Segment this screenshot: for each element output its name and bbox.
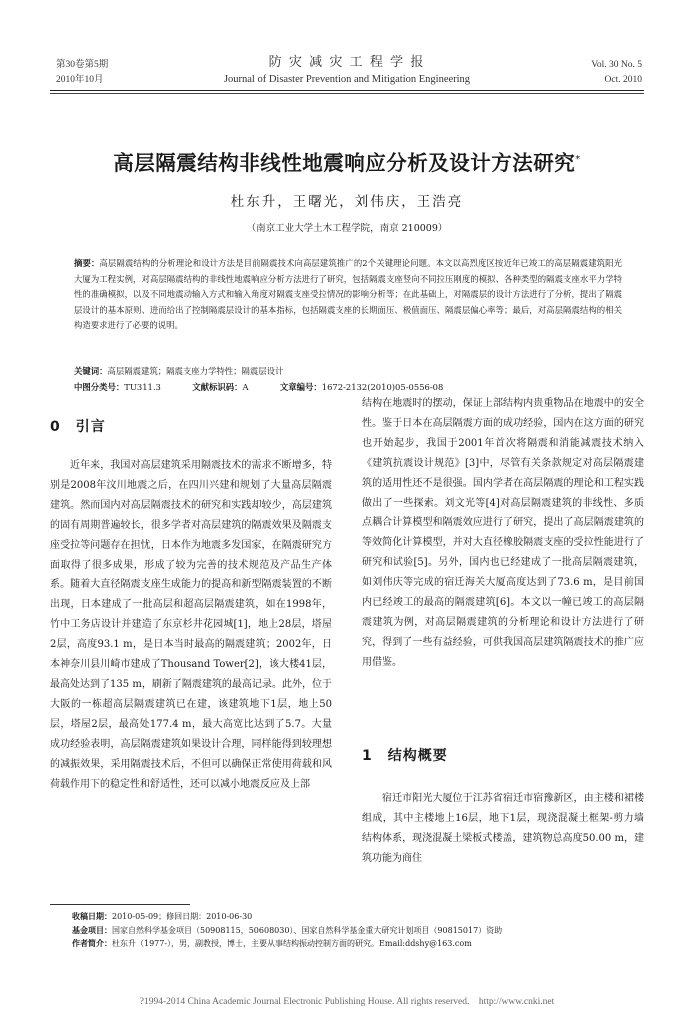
abstract-text: 高层隔震结构的分析理论和设计方法是目前隔震技术向高层建筑推广的2个关键理论问题。本文以高烈度区按近年已竣工的高层隔震建筑阳光大厦为工程实例，对高层隔震结构的非线性地震响应分析方法进行了研究，包括隔震支座竖向不同拉压刚度的模拟、各种类型的隔震支座水平力学特性的准确模拟，以及不同地震动输入方式和输入角度对隔震支座受拉情况的影响分析等；在此基础上，对隔震层的设计方法进行了分析，提出了隔震层设计的基本原则、进而给出了控制隔震层设计的基本指标，包括隔震支座的长期面压、极值面压、隔震层偏心率等；最后，对高层隔震结构的相关构造要求进行了必要的说明。	[74, 258, 623, 330]
journal-volume-cn: 第30卷第5期	[56, 60, 109, 70]
keywords-label: 关键词：	[74, 366, 108, 376]
footnote	[72, 910, 632, 951]
received-value: 2010-05-09；修回日期：2010-06-30	[112, 912, 253, 921]
fund-label: 基金项目：	[72, 924, 112, 935]
article-affiliation: （南京工业大学土木工程学院，南京 210009）	[246, 223, 448, 234]
left-column	[50, 456, 332, 794]
footnote-rule	[50, 904, 190, 905]
journal-volume-en: Vol. 30 No. 5	[591, 60, 642, 70]
article-no-value: 1672-2132(2010)05-0556-08	[321, 382, 444, 392]
doc-code-label: 文献标识码：	[192, 382, 243, 392]
intro-paragraph-1: 近年来，我国对高层建筑采用隔震技术的需求不断增多，特别是2008年汶川地震之后，在四川兴建和规划了大量高层隔震建筑。然而国内对高层隔震技术的研究和实践却较少，高层建筑的固有周期普遍较长，很多学者对高层建筑的隔震效果及隔震支座受拉等问题存在担忧，日本作为地震多发国家，在隔震研究方面取得了很多成果，形成了较为完善的技术规范及产品生产体系。随着大直径隔震支座生成能力的提高和新型隔震装置的不断出现，日本建成了一批高层和超高层隔震建筑，如在1998年，竹中工务店设计并建造了东京杉井花园城[1]，地上28层，塔屋2层，高度93.1 m，是日本当时最高的隔震建筑；2002年，日本神奈川县川崎市建成了Thousand Tower[2]，该大楼41层，最高处达到了135 m，刷新了隔震建筑的最高记录。此外，位于大阪的一栋超高层隔震建筑已在建，该建筑地下1层，地上50层，塔屋2层，最高处177.4 m，最大高宽比达到了5.7。大量成功经验表明，高层隔震建筑如果设计合理，同样能得到较理想的减振效果，采用隔震技术后，不但可以确保正常使用荷载和风荷载作用下的稳定性和舒适性，还可以减小地震反应及上部	[50, 460, 332, 790]
received-label: 收稿日期：	[72, 911, 112, 921]
article-no-label: 文章编号：	[279, 382, 322, 392]
author-bio-label: 作者简介：	[72, 938, 112, 948]
header-rule	[50, 90, 644, 91]
right-column	[362, 394, 644, 673]
header-rule-thin	[50, 93, 644, 94]
section-1-heading: 1 结构概要	[362, 748, 448, 764]
article-authors: 杜东升，王曙光，刘伟庆，王浩亮	[230, 194, 464, 210]
structure-paragraph: 宿迁市阳光大厦位于江苏省宿迁市宿豫新区，由主楼和裙楼组成，其中主楼地上16层，地下1层，现浇混凝土框架-剪力墙结构体系，现浇混凝土梁板式楼盖，建筑物总高度50.00 m，建筑功能为商住	[362, 793, 644, 864]
journal-name-cn: 防 灾 减 灾 工 程 学 报	[268, 54, 426, 69]
journal-name-en: Journal of Disaster Prevention and Mitigation Engineering	[223, 74, 471, 85]
abstract-label: 摘要：	[74, 258, 100, 268]
section-0-heading: 0 引言	[50, 419, 106, 435]
copyright-footer: ?1994-2014 China Academic Journal Electronic Publishing House. All rights reserved. http://www.cnki.net	[139, 997, 555, 1007]
journal-date-cn: 2010年10月	[56, 75, 104, 85]
abstract	[74, 256, 622, 334]
article-title: 高层隔震结构非线性地震响应分析及设计方法研究*	[113, 151, 581, 175]
footnote-received	[72, 910, 632, 924]
journal-date-en: Oct. 2010	[604, 75, 642, 85]
author-bio-value: 杜东升（1977-），男，副教授，博士，主要从事结构振动控制方面的研究。Email:ddshy@163.com	[112, 939, 472, 948]
doc-code-value: A	[242, 382, 249, 392]
intro-paragraph-1-continued: 结构在地震时的摆动，保证上部结构内贵重物品在地震中的安全性。鉴于日本在高层隔震方面的成功经验，国内在这方面的研究也开始起步，我国于2001年首次将隔震和消能减震技术纳入《建筑抗震设计规范》[3]中，尽管有关条款规定对高层隔震建筑的适用性还不是很强。国内学者在高层隔震的理论和工程实践做出了一些探索。刘文光等[4]对高层隔震建筑的非线性、多质点耦合计算模型和隔震效应进行了研究，提出了高层隔震建筑的等效简化计算模型，并对大直径橡胶隔震支座的受拉性能进行了研究和试验[5]。另外，国内也已经建成了一批高层隔震建筑，如刘伟庆等完成的宿迁海关大厦高度达到了73.6 m，是目前国内已经竣工的最高的隔震建筑[6]。本文以一幢已竣工的高层隔震建筑为例，对高层隔震建筑的分析理论和设计方法进行了研究，得到了一些有益经验，可供我国高层建筑隔震技术的推广应用借鉴。	[362, 398, 644, 668]
section-1-body	[362, 789, 644, 869]
classification-line	[74, 380, 622, 395]
footnote-fund	[72, 924, 632, 938]
footnote-author	[72, 937, 632, 951]
keywords-text: 高层隔震建筑；隔震支座力学特性；隔震层设计	[107, 366, 284, 376]
keywords	[74, 364, 622, 379]
clc-label: 中图分类号：	[74, 382, 125, 392]
fund-value: 国家自然科学基金项目（50908115，50608030）、国家自然科学基金重大研究计划项目（90815017）资助	[112, 925, 503, 935]
title-footnote-mark: *	[575, 154, 581, 166]
clc-value: TU311.3	[124, 382, 161, 392]
